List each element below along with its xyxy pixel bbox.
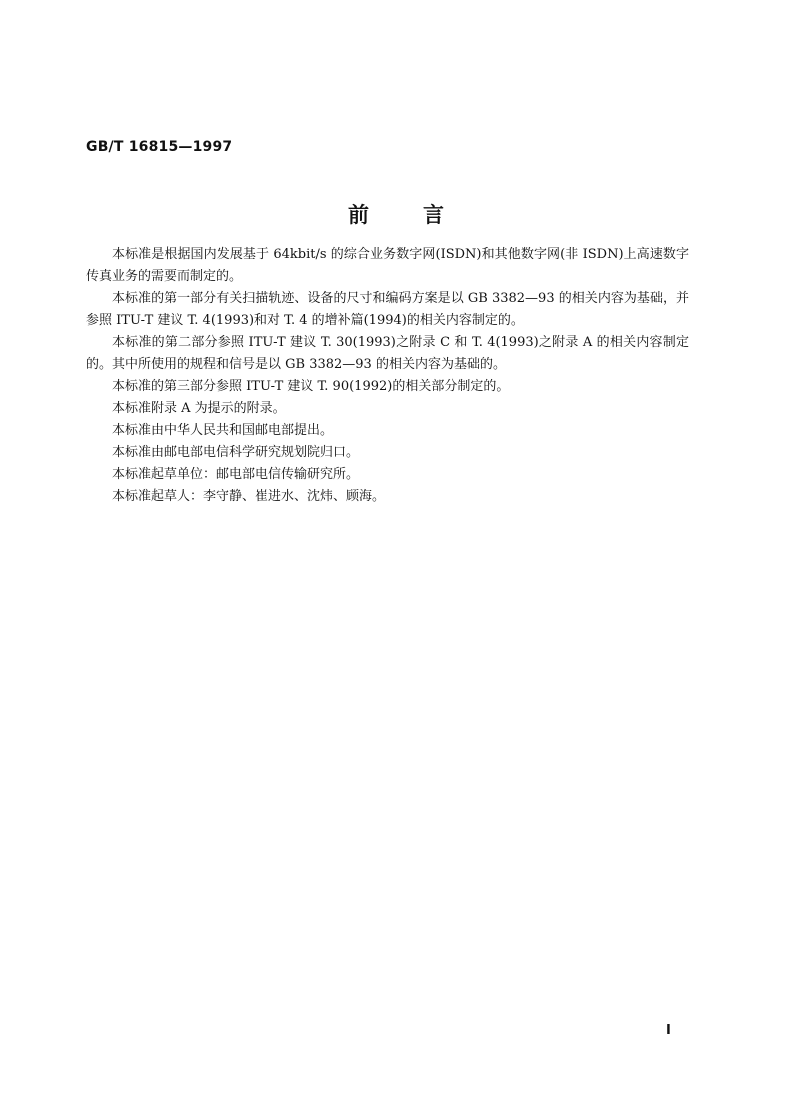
paragraph-purpose: 本标准是根据国内发展基于 64kbit/s 的综合业务数字网(ISDN)和其他数字网(非 ISDN)上高速数字传真业务的需要而制定的。 [86,247,689,284]
paragraph-part-one: 本标准的第一部分有关扫描轨迹、设备的尺寸和编码方案是以 GB 3382—93 的相关内容为基础，并参照 ITU-T 建议 T. 4(1993)和对 T. 4 的增补篇(1994)的相关内容制定的。 [86,291,689,328]
paragraph-drafting-unit: 本标准起草单位：邮电部电信传输研究所。 [112,467,360,482]
paragraph-part-two: 本标准的第二部分参照 ITU-T 建议 T. 30(1993)之附录 C 和 T. 4(1993)之附录 A 的相关内容制定的。其中所使用的规程和信号是以 GB 3382—93 的相关内容为基础的。 [86,335,689,372]
standard-code: GB/T 16815—1997 [86,139,233,155]
paragraph-proposer: 本标准由中华人民共和国邮电部提出。 [112,423,334,438]
paragraph-appendix: 本标准附录 A 为提示的附录。 [112,401,286,416]
paragraph-part-three: 本标准的第三部分参照 ITU-T 建议 T. 90(1992)的相关部分制定的。 [112,379,510,394]
foreword-body [86,244,689,508]
paragraph-drafters: 本标准起草人：李守静、崔进水、沈炜、顾海。 [112,489,386,504]
paragraph-administrator: 本标准由邮电部电信科学研究规划院归口。 [112,445,360,460]
page-title: 前言 [348,203,498,227]
page-number: I [666,1023,671,1038]
